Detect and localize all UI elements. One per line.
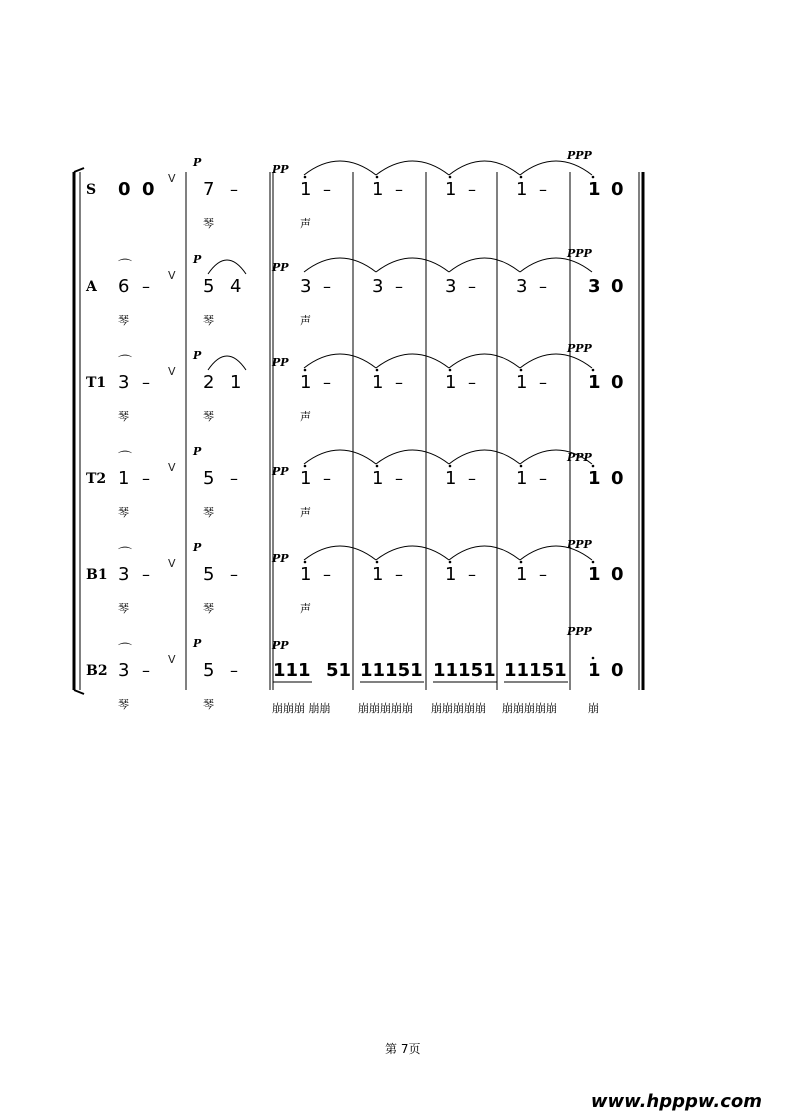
octave-dot: [304, 561, 307, 564]
bracket-bottom-hook: [74, 690, 84, 694]
dynamic-mark: P: [193, 445, 202, 458]
tie: [376, 258, 449, 272]
note: 1: [588, 372, 601, 393]
dynamic-mark: PP: [272, 639, 289, 652]
tie: [520, 258, 592, 272]
octave-dot: [449, 176, 452, 179]
fermata-mark: ⌒: [118, 259, 132, 275]
breath-mark: V: [168, 269, 176, 282]
octave-dot: [520, 465, 523, 468]
note: 1: [445, 468, 457, 489]
lyric: 琴: [118, 602, 129, 615]
dash: –: [395, 565, 403, 584]
note: 1: [300, 468, 312, 489]
octave-dot: [592, 657, 595, 660]
note: 3: [118, 372, 130, 393]
dynamic-mark: PPP: [567, 247, 592, 260]
dash: –: [395, 277, 403, 296]
note: 1: [445, 564, 457, 585]
note-group: 11151: [433, 660, 496, 681]
octave-dot: [376, 176, 379, 179]
lyric: 声: [300, 602, 311, 615]
tie: [304, 258, 376, 272]
note: 0: [142, 179, 155, 200]
dynamic-mark: PP: [272, 261, 289, 274]
lyric: 琴: [118, 698, 129, 711]
dynamic-mark: PP: [272, 552, 289, 565]
dash: –: [539, 469, 547, 488]
octave-dot: [592, 369, 595, 372]
dynamic-mark: P: [193, 156, 202, 169]
octave-dot: [520, 176, 523, 179]
dash: –: [142, 661, 150, 680]
tie: [520, 161, 592, 175]
note: 7: [203, 179, 215, 200]
page-number: 第 7页: [385, 1042, 421, 1056]
note: 3: [118, 564, 130, 585]
dash: –: [230, 565, 238, 584]
dash: –: [468, 277, 476, 296]
note: 1: [516, 179, 528, 200]
tie: [449, 258, 520, 272]
octave-dot: [376, 465, 379, 468]
octave-dot: [304, 176, 307, 179]
lyric: 声: [300, 410, 311, 423]
note: 1: [588, 468, 601, 489]
note: 1: [300, 372, 312, 393]
dash: –: [539, 565, 547, 584]
dash: –: [323, 469, 331, 488]
dynamic-mark: PPP: [567, 625, 592, 638]
lyric: 琴: [203, 602, 214, 615]
note: 3: [372, 276, 384, 297]
note: 1: [372, 468, 384, 489]
tie: [376, 546, 449, 560]
dash: –: [142, 373, 150, 392]
voice-label: A: [86, 279, 97, 295]
dash: –: [323, 180, 331, 199]
lyric: 琴: [203, 217, 214, 230]
fermata-mark: ⌒: [118, 451, 132, 467]
octave-dot: [592, 465, 595, 468]
dash: –: [539, 373, 547, 392]
tie: [304, 161, 376, 175]
dynamic-mark: P: [193, 637, 202, 650]
slur: [208, 260, 246, 274]
note: 0: [611, 564, 624, 585]
lyric: 琴: [203, 314, 214, 327]
tie: [376, 354, 449, 368]
tie: [304, 546, 376, 560]
lyric: 崩崩崩 崩崩: [272, 702, 331, 715]
lyric: 琴: [203, 506, 214, 519]
octave-dot: [449, 369, 452, 372]
octave-dot: [592, 561, 595, 564]
tie: [520, 354, 592, 368]
octave-dot: [376, 369, 379, 372]
note: 0: [611, 276, 624, 297]
lyric: 声: [300, 314, 311, 327]
note: 1: [588, 179, 601, 200]
bracket-top-hook: [74, 168, 84, 172]
dash: –: [539, 277, 547, 296]
note: 1: [118, 468, 130, 489]
tie: [304, 450, 376, 464]
dynamic-mark: PP: [272, 465, 289, 478]
lyric: 声: [300, 506, 311, 519]
note: 6: [118, 276, 130, 297]
dynamic-mark: PPP: [567, 451, 592, 464]
note: 5: [203, 564, 215, 585]
note: 0: [611, 468, 624, 489]
dash: –: [142, 469, 150, 488]
dash: –: [323, 565, 331, 584]
note: 5: [203, 468, 215, 489]
note: 1: [300, 179, 312, 200]
dynamic-mark: P: [193, 349, 202, 362]
note: 1: [300, 564, 312, 585]
dynamic-mark: PPP: [567, 149, 592, 162]
dash: –: [395, 180, 403, 199]
dash: –: [539, 180, 547, 199]
octave-dot: [304, 369, 307, 372]
note-group: 11151: [504, 660, 567, 681]
note-group: 11151: [360, 660, 423, 681]
tie: [449, 450, 520, 464]
note: 1: [372, 372, 384, 393]
tie: [304, 354, 376, 368]
dash: –: [230, 469, 238, 488]
tie: [376, 161, 449, 175]
note: 1: [230, 372, 242, 393]
dash: –: [468, 373, 476, 392]
dash: –: [323, 373, 331, 392]
note: 1: [588, 564, 601, 585]
lyric: 崩: [588, 702, 599, 715]
dash: –: [142, 277, 150, 296]
fermata-mark: ⌒: [118, 547, 132, 563]
dynamic-mark: PPP: [567, 342, 592, 355]
lyric: 琴: [118, 410, 129, 423]
note: 3: [445, 276, 457, 297]
dynamic-mark: PPP: [567, 538, 592, 551]
voice-label: T2: [86, 471, 107, 487]
note: 3: [516, 276, 528, 297]
breath-mark: V: [168, 172, 176, 185]
voice-label: T1: [86, 375, 107, 391]
lyric: 声: [300, 217, 311, 230]
breath-mark: V: [168, 557, 176, 570]
note: 1: [516, 564, 528, 585]
website-watermark: www.hpppw.com: [590, 1091, 762, 1112]
octave-dot: [449, 465, 452, 468]
note: 0: [118, 179, 131, 200]
octave-dot: [304, 465, 307, 468]
octave-dot: [520, 561, 523, 564]
dash: –: [323, 277, 331, 296]
tie: [449, 546, 520, 560]
note: 1: [372, 179, 384, 200]
note: 5: [203, 276, 215, 297]
note: 1: [516, 468, 528, 489]
voice-label: B2: [86, 663, 108, 679]
lyric: 琴: [118, 314, 129, 327]
breath-mark: V: [168, 365, 176, 378]
dash: –: [468, 469, 476, 488]
breath-mark: V: [168, 653, 176, 666]
breath-mark: V: [168, 461, 176, 474]
voice-label: S: [86, 182, 97, 198]
note: 3: [588, 276, 601, 297]
dash: –: [142, 565, 150, 584]
note: 1: [445, 372, 457, 393]
note: 0: [611, 372, 624, 393]
dash: –: [468, 180, 476, 199]
note: 4: [230, 276, 242, 297]
tie: [449, 161, 520, 175]
note: 3: [300, 276, 312, 297]
slur: [208, 356, 246, 370]
lyric: 琴: [203, 698, 214, 711]
lyric: 崩崩崩崩崩: [358, 702, 413, 715]
fermata-mark: ⌒: [118, 643, 132, 659]
note: 5: [203, 660, 215, 681]
dynamic-mark: PP: [272, 163, 289, 176]
note: 2: [203, 372, 215, 393]
lyric: 琴: [118, 506, 129, 519]
dash: –: [230, 180, 238, 199]
note: 1: [372, 564, 384, 585]
octave-dot: [592, 176, 595, 179]
octave-dot: [520, 369, 523, 372]
note: 1: [588, 660, 601, 681]
dynamic-mark: P: [193, 541, 202, 554]
voice-label: B1: [86, 567, 108, 583]
note: 3: [118, 660, 130, 681]
octave-dot: [376, 561, 379, 564]
fermata-mark: ⌒: [118, 355, 132, 371]
octave-dot: [449, 561, 452, 564]
dash: –: [395, 469, 403, 488]
note: 0: [611, 660, 624, 681]
note-group: 111: [273, 660, 311, 681]
lyric: 崩崩崩崩崩: [502, 702, 557, 715]
lyric: 崩崩崩崩崩: [431, 702, 486, 715]
dash: –: [395, 373, 403, 392]
note-group: 51: [326, 660, 352, 681]
note: 1: [516, 372, 528, 393]
dynamic-mark: P: [193, 253, 202, 266]
tie: [376, 450, 449, 464]
note: 0: [611, 179, 624, 200]
dynamic-mark: PP: [272, 356, 289, 369]
lyric: 琴: [203, 410, 214, 423]
tie: [449, 354, 520, 368]
dash: –: [230, 661, 238, 680]
note: 1: [445, 179, 457, 200]
dash: –: [468, 565, 476, 584]
